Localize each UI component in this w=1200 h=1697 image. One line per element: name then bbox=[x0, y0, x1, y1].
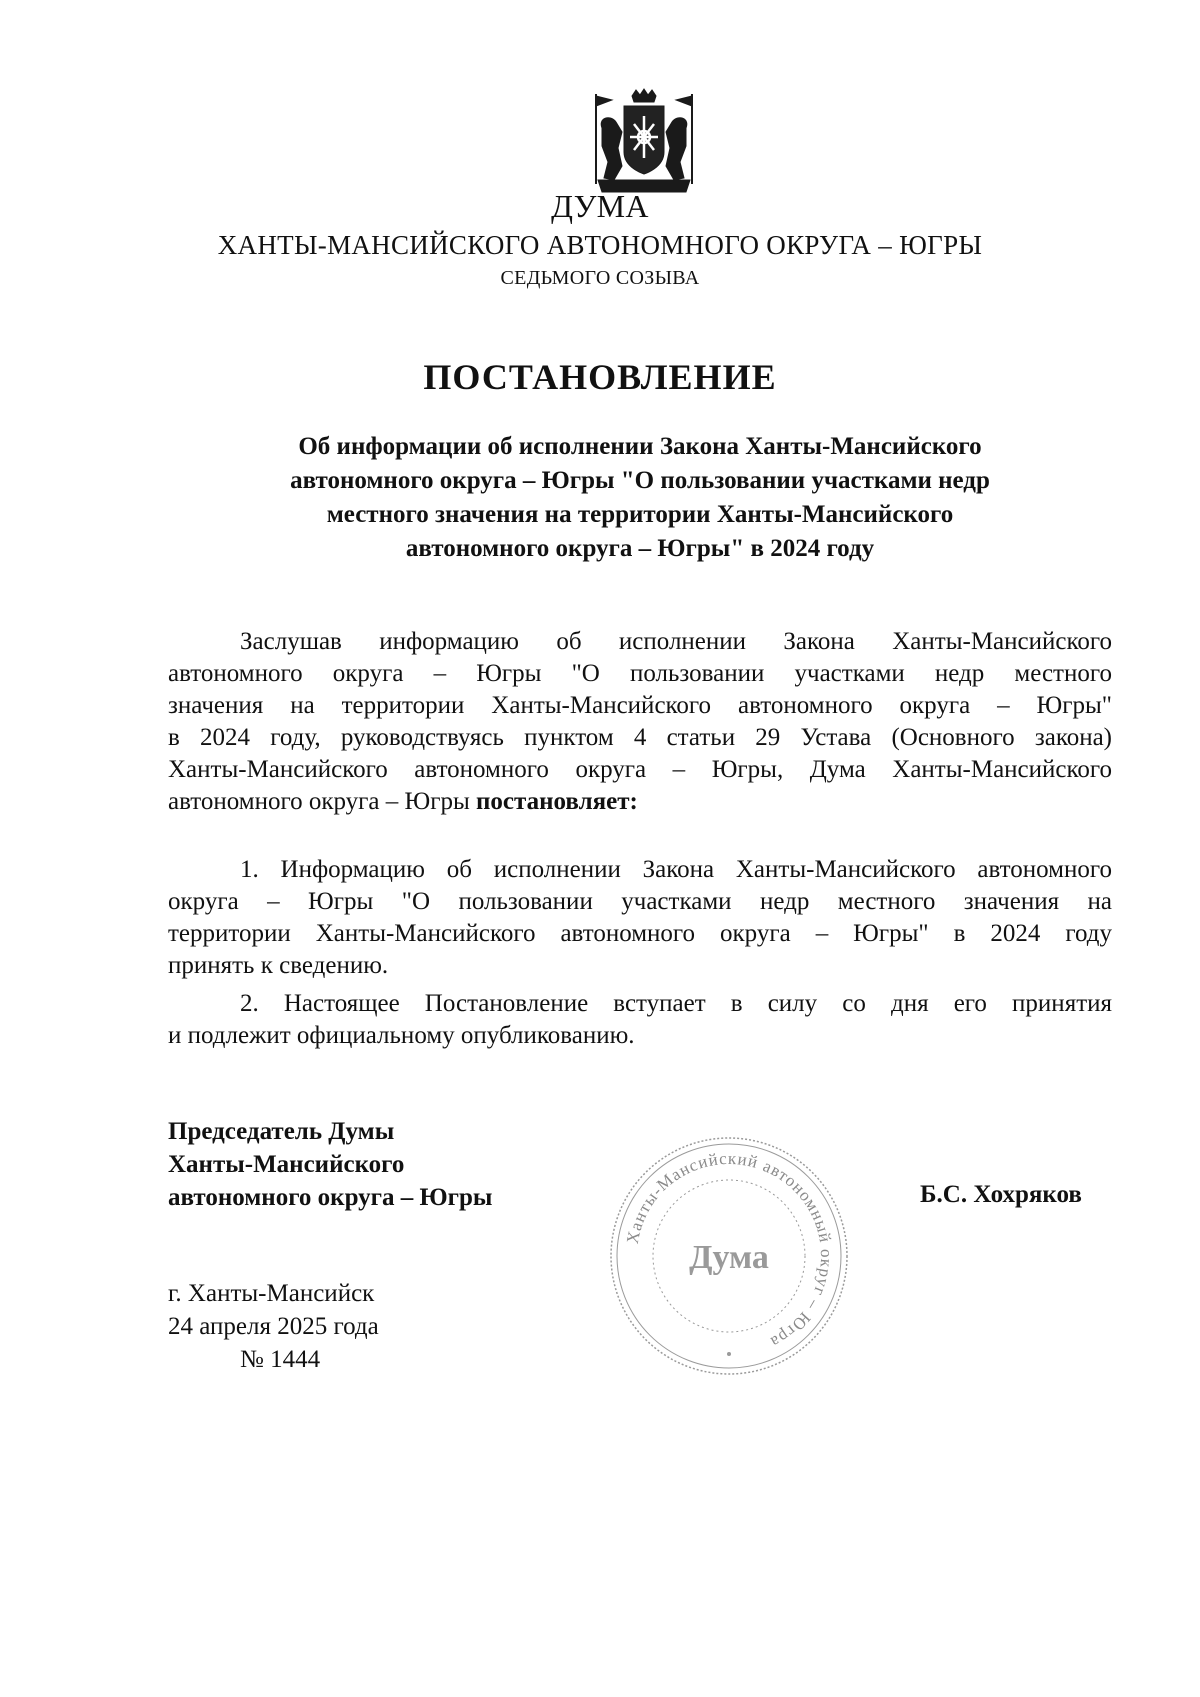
item-2-paragraph bbox=[168, 988, 1112, 1052]
item-1-line: принять к сведению. bbox=[168, 952, 389, 979]
preamble-line: автономного округа – Югры "О пользовании участками недр местного bbox=[168, 660, 1112, 687]
official-stamp bbox=[605, 1132, 853, 1380]
signatory-title-line: Ханты-Мансийского bbox=[168, 1151, 405, 1178]
org-full-name: ХАНТЫ-МАНСИЙСКОГО АВТОНОМНОГО ОКРУГА – ЮГРЫ bbox=[217, 230, 983, 260]
preamble-last-text: автономного округа – Югры bbox=[168, 788, 477, 815]
document-type-title: ПОСТАНОВЛЕНИЕ bbox=[423, 357, 777, 397]
document-number: № 1444 bbox=[240, 1346, 321, 1373]
item-2-line: 2. Настоящее Постановление вступает в силу со дня его принятия bbox=[240, 990, 1112, 1017]
stamp-ring-text: Ханты-Мансийский автономный округ – Югра bbox=[622, 1148, 837, 1353]
preamble-line: Заслушав информацию об исполнении Закона Ханты-Мансийского bbox=[240, 628, 1112, 655]
subject-line: автономного округа – Югры" в 2024 году bbox=[405, 535, 875, 562]
coat-of-arms-icon bbox=[588, 88, 700, 196]
signatory-name: Б.С. Хохряков bbox=[920, 1181, 1082, 1208]
preamble-line: в 2024 году, руководствуясь пунктом 4 статьи 29 Устава (Основного закона) bbox=[168, 724, 1112, 751]
signatory-title bbox=[168, 1115, 492, 1214]
signatory-title-line: Председатель Думы bbox=[168, 1118, 395, 1145]
preamble-line: Ханты-Мансийского автономного округа – Югры, Дума Ханты-Мансийского bbox=[168, 756, 1112, 783]
item-1-line: территории Ханты-Мансийского автономного округа – Югры" в 2024 году bbox=[168, 920, 1112, 947]
place-and-date bbox=[168, 1277, 379, 1376]
stamp-center-text: Дума bbox=[689, 1239, 769, 1276]
org-name: ДУМА bbox=[551, 188, 649, 224]
subject-line: Об информации об исполнении Закона Ханты-Мансийского bbox=[298, 433, 982, 460]
convocation: СЕДЬМОГО СОЗЫВА bbox=[500, 267, 700, 289]
item-1-line: округа – Югры "О пользовании участками недр местного значения на bbox=[168, 888, 1112, 915]
signatory-title-line: автономного округа – Югры bbox=[168, 1184, 493, 1211]
item-1-line: 1. Информацию об исполнении Закона Ханты-Мансийского автономного bbox=[240, 856, 1112, 883]
city: г. Ханты-Мансийск bbox=[168, 1280, 375, 1307]
subject-line: местного значения на территории Ханты-Мансийского bbox=[326, 501, 954, 528]
date: 24 апреля 2025 года bbox=[168, 1313, 379, 1340]
resolves-keyword: постановляет: bbox=[476, 788, 638, 815]
item-2-line: и подлежит официальному опубликованию. bbox=[168, 1022, 635, 1049]
subject-line: автономного округа – Югры "О пользовании участками недр bbox=[290, 467, 990, 494]
preamble-paragraph bbox=[168, 626, 1112, 818]
document-subject bbox=[240, 430, 1040, 566]
preamble-line: значения на территории Ханты-Мансийского автономного округа – Югры" bbox=[168, 692, 1112, 719]
preamble-last-line bbox=[168, 786, 1112, 818]
item-1-paragraph bbox=[168, 854, 1112, 982]
